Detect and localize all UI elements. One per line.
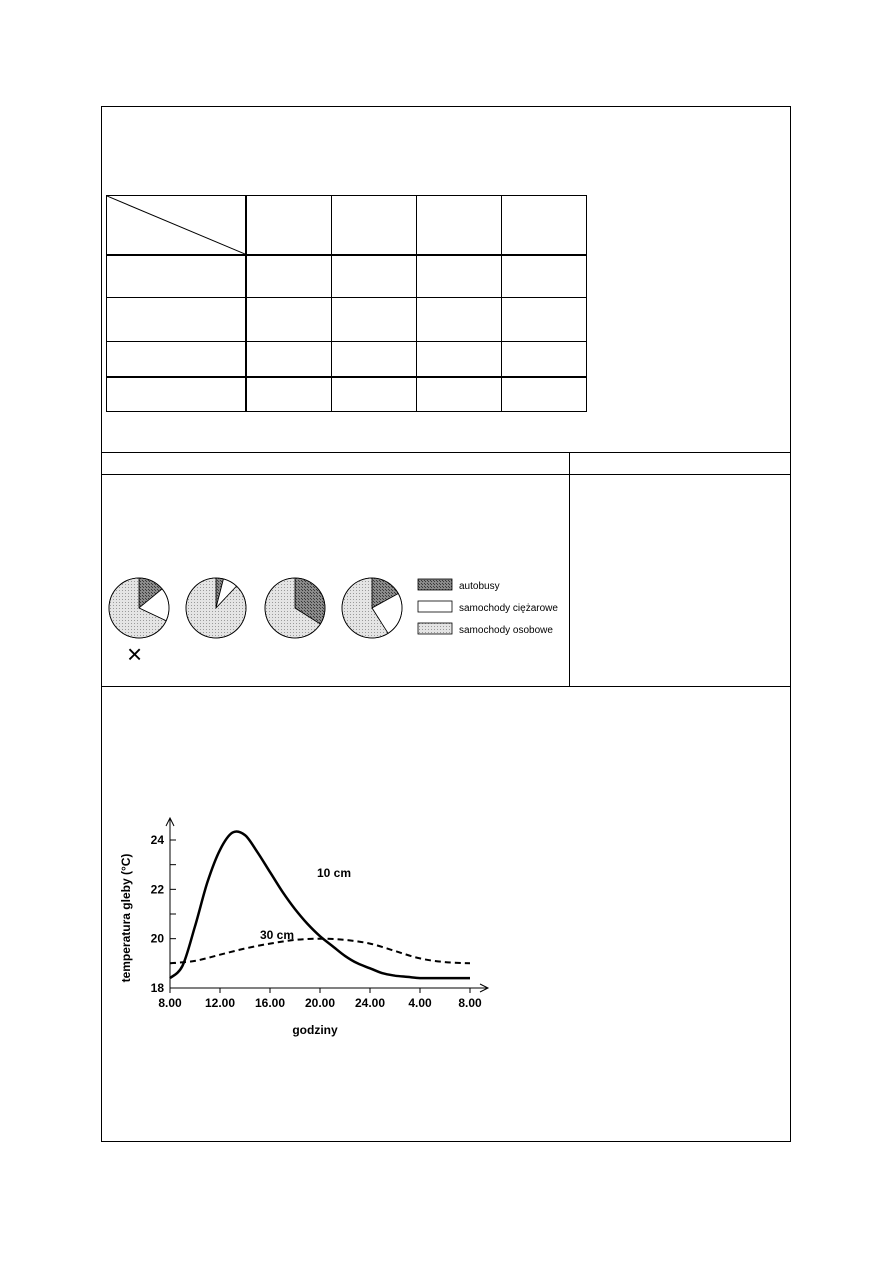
table-cell (332, 377, 417, 412)
y-tick-label: 20 (150, 931, 164, 946)
pie-chart (109, 578, 169, 638)
x-tick-label: 16.00 (254, 996, 286, 1010)
series-label-10cm: 10 cm (317, 866, 352, 880)
table-cell (332, 298, 417, 342)
soil-temperature-chart (110, 810, 510, 1045)
header-cell (417, 196, 502, 256)
table-cell (246, 342, 332, 378)
legend-swatch-samochody-ciezarowe (418, 601, 452, 612)
table-cell (246, 298, 332, 342)
series-label-30cm: 30 cm (260, 928, 295, 942)
table-cell (246, 255, 332, 298)
x-tick-label: 12.00 (204, 996, 236, 1010)
legend-label: autobusy (459, 581, 500, 592)
row-label-cell (107, 342, 247, 378)
table-cell (502, 377, 587, 412)
header-cell (246, 196, 332, 256)
legend-label: samochody osobowe (459, 625, 553, 636)
table-cell (417, 255, 502, 298)
y-axis-label: temperatura gleby (°C) (119, 853, 133, 983)
row-label-cell (107, 255, 247, 298)
diagonal-line (107, 196, 245, 254)
header-cell (332, 196, 417, 256)
y-tick-label: 24 (150, 833, 164, 847)
chart-series (170, 831, 470, 978)
section-divider (101, 686, 791, 687)
row-label-cell (107, 377, 247, 412)
chart-axes (151, 818, 488, 1010)
table-cell (502, 342, 587, 378)
column-divider (569, 452, 570, 686)
x-axis-label: godziny (292, 1023, 338, 1037)
x-tick-label: 8.00 (158, 996, 182, 1010)
legend-label: samochody ciężarowe (459, 603, 558, 614)
x-tick-label: 8.00 (458, 996, 482, 1010)
x-tick-label: 24.00 (354, 996, 386, 1010)
pie-chart (265, 578, 325, 638)
table-cell (502, 255, 587, 298)
pie-legend (418, 579, 558, 636)
legend-swatch-autobusy (418, 579, 452, 590)
section-divider (101, 474, 791, 475)
section-divider (101, 452, 791, 453)
table-cell (502, 298, 587, 342)
pie-charts (101, 560, 569, 680)
x-tick-label: 20.00 (304, 996, 336, 1010)
row-label-cell (107, 298, 247, 342)
header-cell (502, 196, 587, 256)
header-diagonal-cell (107, 196, 247, 256)
table-cell (332, 255, 417, 298)
y-tick-label: 18 (150, 981, 164, 995)
y-tick-label: 22 (150, 882, 164, 897)
table-cell (417, 298, 502, 342)
table-cell (332, 342, 417, 378)
x-tick-label: 4.00 (408, 996, 432, 1010)
pie-chart (342, 578, 402, 638)
pie-chart (186, 578, 246, 638)
answer-mark: × (127, 639, 143, 669)
table-cell (417, 377, 502, 412)
data-table (106, 195, 587, 412)
series-line-30cm (170, 939, 470, 964)
table-cell (246, 377, 332, 412)
table-cell (417, 342, 502, 378)
legend-swatch-samochody-osobowe (418, 623, 452, 634)
